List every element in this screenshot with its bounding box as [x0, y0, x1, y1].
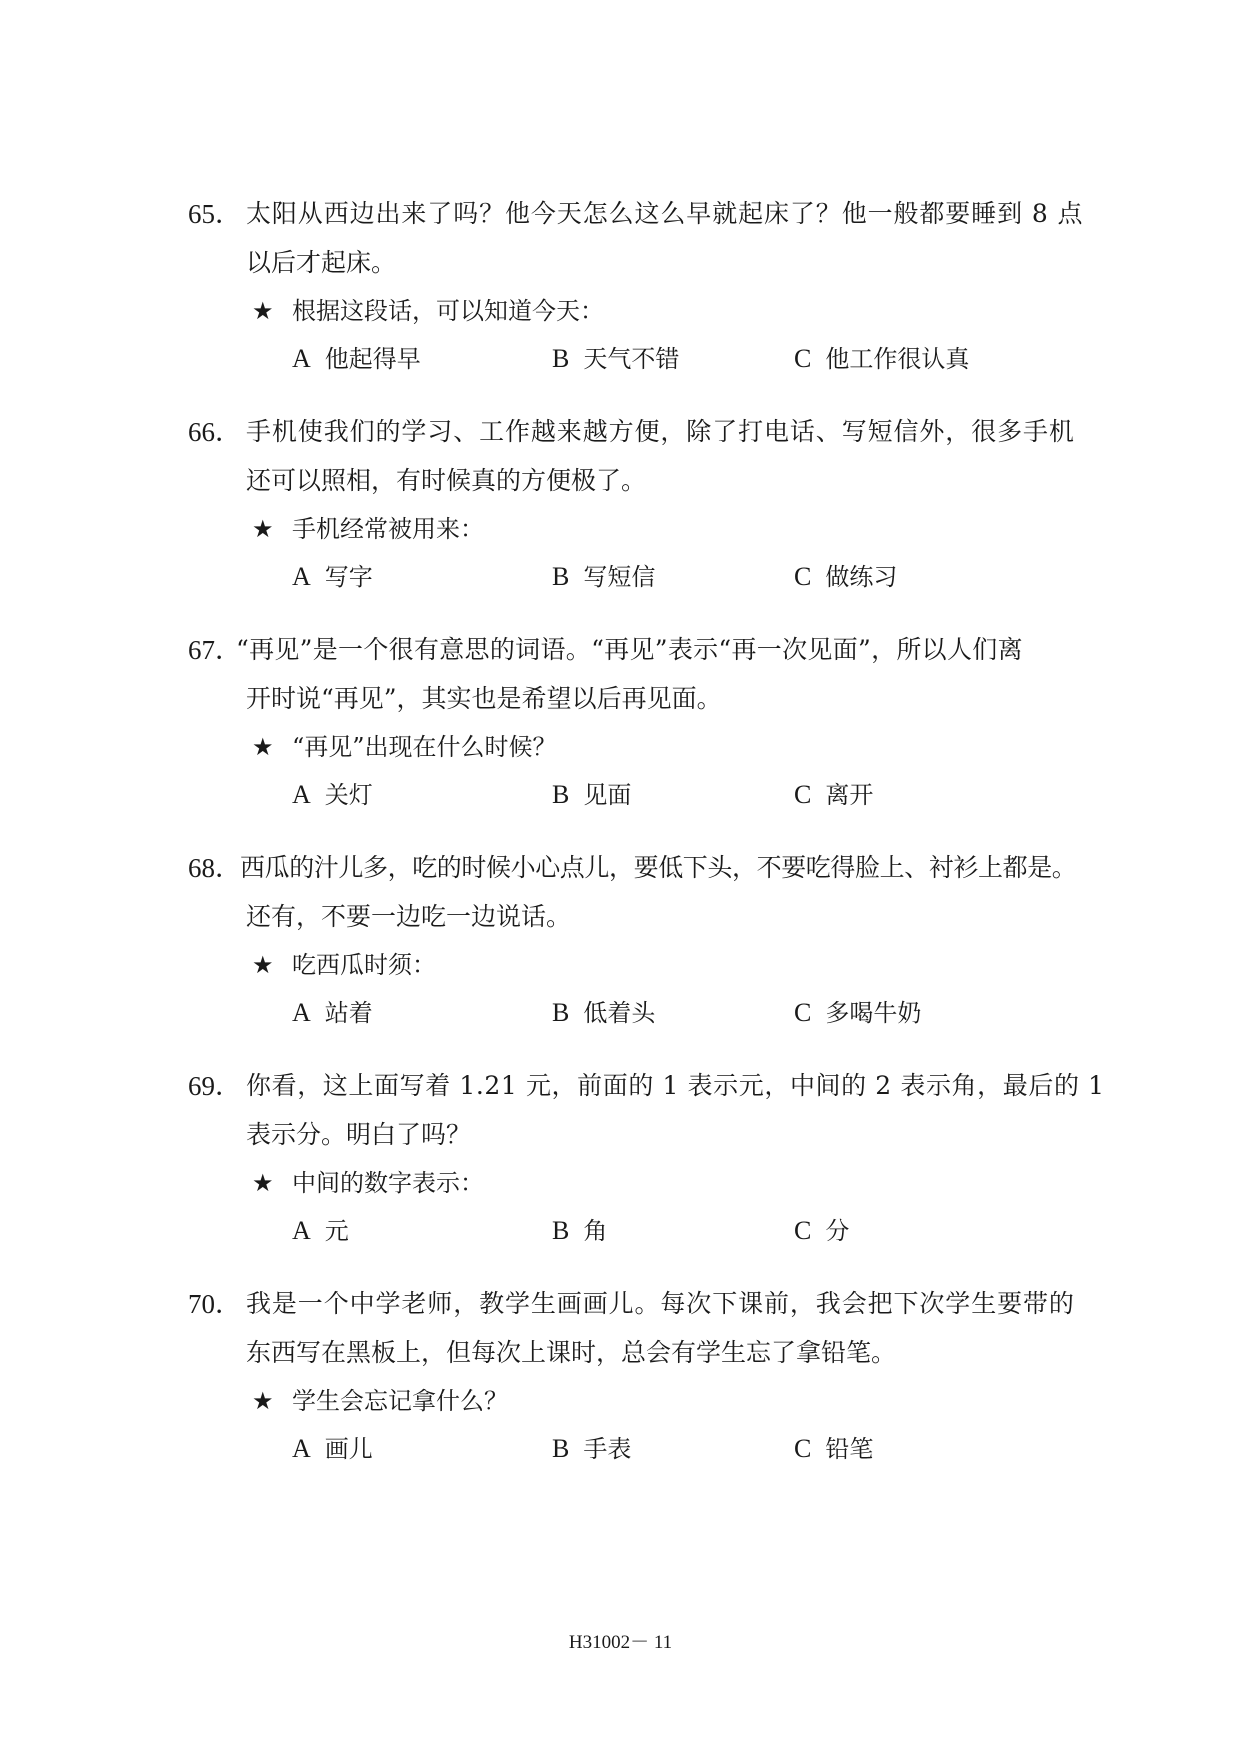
passage-line: 还可以照相，有时候真的方便极了。 [246, 466, 647, 495]
option-letter: A [292, 344, 311, 373]
question-prompt: 吃西瓜时须： [292, 951, 436, 979]
passage-line: 东西写在黑板上，但每次上课时，总会有学生忘了拿铅笔。 [246, 1338, 897, 1367]
question-prompt: “再见”出现在什么时候？ [292, 733, 557, 761]
option-b [552, 780, 631, 810]
passage-line: 你看，这上面写着 1.21 元，前面的 1 表示元，中间的 2 表示角，最后的 1 [246, 1071, 1105, 1100]
passage-line: 手机使我们的学习、工作越来越方便，除了打电话、写短信外，很多手机 [246, 417, 1075, 446]
option-c [794, 344, 969, 374]
option-text: 站着 [324, 999, 373, 1027]
option-a [292, 344, 421, 374]
option-letter: C [794, 1216, 812, 1245]
option-text: 手表 [583, 1435, 632, 1463]
option-text: 关灯 [324, 781, 373, 809]
question-number: 66． [188, 417, 242, 447]
option-text: 分 [825, 1217, 850, 1245]
option-a [292, 998, 373, 1028]
page-footer: H31002－ 11 [568, 1632, 673, 1653]
option-a [292, 1216, 349, 1246]
option-text: 做练习 [825, 563, 898, 591]
option-letter: B [552, 780, 570, 809]
question-number: 68． [188, 853, 242, 883]
question-prompt: 学生会忘记拿什么？ [292, 1387, 508, 1415]
passage-line: 表示分。明白了吗？ [246, 1120, 472, 1149]
option-letter: A [292, 780, 311, 809]
star-icon: ★ [252, 1387, 274, 1415]
option-text: 画儿 [324, 1435, 373, 1463]
option-text: 低着头 [583, 999, 656, 1027]
option-letter: A [292, 998, 311, 1027]
option-text: 多喝牛奶 [825, 999, 922, 1027]
option-text: 离开 [825, 781, 874, 809]
option-text: 角 [583, 1217, 608, 1245]
option-letter: C [794, 780, 812, 809]
option-text: 写字 [324, 563, 373, 591]
option-text: 他工作很认真 [825, 345, 970, 373]
option-c [794, 780, 873, 810]
option-c [794, 1434, 873, 1464]
option-a [292, 780, 373, 810]
passage-line: 还有，不要一边吃一边说话。 [246, 902, 572, 931]
option-letter: C [794, 1434, 812, 1463]
option-letter: C [794, 562, 812, 591]
option-letter: A [292, 1216, 311, 1245]
option-letter: B [552, 344, 570, 373]
question-prompt: 中间的数字表示： [292, 1169, 484, 1197]
passage-line: 我是一个中学老师，教学生画画儿。每次下课前，我会把下次学生要带的 [246, 1289, 1075, 1318]
option-b [552, 562, 655, 592]
question-number: 67． [188, 635, 242, 665]
star-icon: ★ [252, 297, 274, 325]
option-b [552, 344, 679, 374]
question-number: 69． [188, 1071, 242, 1101]
passage-line: 以后才起床。 [246, 248, 397, 277]
option-text: 他起得早 [324, 345, 421, 373]
option-letter: B [552, 1434, 570, 1463]
option-c [794, 1216, 849, 1246]
option-b [552, 1216, 607, 1246]
star-icon: ★ [252, 733, 274, 761]
passage-line: 西瓜的汁儿多，吃的时候小心点儿，要低下头，不要吃得脸上、衬衫上都是。 [240, 853, 1077, 882]
option-text: 元 [324, 1217, 349, 1245]
option-text: 写短信 [583, 563, 656, 591]
option-letter: C [794, 344, 812, 373]
option-letter: A [292, 562, 311, 591]
option-b [552, 1434, 631, 1464]
option-letter: B [552, 1216, 570, 1245]
option-letter: A [292, 1434, 311, 1463]
option-c [794, 562, 897, 592]
passage-line: 太阳从西边出来了吗？他今天怎么这么早就起床了？他一般都要睡到 8 点 [246, 199, 1084, 228]
option-letter: B [552, 998, 570, 1027]
star-icon: ★ [252, 515, 274, 543]
star-icon: ★ [252, 1169, 274, 1197]
option-b [552, 998, 655, 1028]
option-letter: C [794, 998, 812, 1027]
question-prompt: 根据这段话，可以知道今天： [292, 297, 604, 325]
option-text: 铅笔 [825, 1435, 874, 1463]
option-text: 天气不错 [583, 345, 680, 373]
question-number: 70． [188, 1289, 242, 1319]
passage-line: “再见”是一个很有意思的词语。“再见”表示“再一次见面”，所以人们离 [236, 635, 1023, 664]
option-c [794, 998, 921, 1028]
star-icon: ★ [252, 951, 274, 979]
option-letter: B [552, 562, 570, 591]
option-a [292, 562, 373, 592]
option-a [292, 1434, 373, 1464]
option-text: 见面 [583, 781, 632, 809]
question-prompt: 手机经常被用来： [292, 515, 484, 543]
question-number: 65． [188, 199, 242, 229]
passage-line: 开时说“再见”，其实也是希望以后再见面。 [246, 684, 722, 713]
